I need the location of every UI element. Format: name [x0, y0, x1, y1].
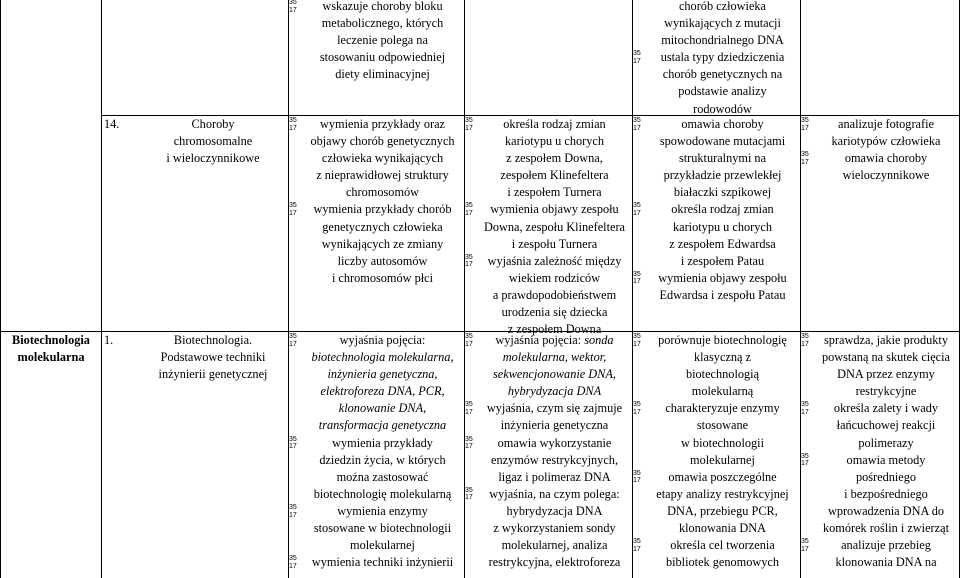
- bullet-marker: 35 17: [289, 202, 297, 218]
- text-line: omawia poszczególne: [668, 469, 777, 484]
- bullet-marker: 35 17: [465, 253, 473, 269]
- requirements-cell: [801, 332, 959, 571]
- requirement-text: [813, 332, 959, 400]
- text-line: enzymów restrykcyjnych,: [490, 452, 619, 467]
- text-line: określa rodzaj zmian: [503, 117, 606, 131]
- text-line: i zespołem Turnera: [507, 185, 602, 200]
- text-line: mitochondrialnego DNA: [661, 33, 784, 48]
- text-line: białaczki szpikowej: [673, 185, 772, 200]
- requirement-item: [633, 49, 800, 117]
- text-line: strukturalnymi na: [678, 151, 767, 166]
- requirement-text: [477, 435, 632, 486]
- requirement-text: [477, 486, 632, 571]
- requirement-text: [301, 201, 464, 286]
- text-line: określa cel tworzenia: [670, 538, 775, 553]
- requirement-item: [801, 400, 959, 451]
- topic-line: Choroby: [191, 117, 235, 131]
- text-line: wymienia techniki inżynierii: [311, 555, 454, 570]
- text-line: biotechnologią: [685, 367, 760, 382]
- text-line: wymienia przykłady chorób: [313, 202, 452, 217]
- lesson-number: 1.: [104, 333, 114, 347]
- lesson-number: 14.: [104, 117, 120, 131]
- text-line: Edwardsa i zespołu Patau: [659, 287, 786, 302]
- requirements-cell: [465, 332, 632, 571]
- requirement-item: [633, 537, 800, 571]
- text-line: wyjaśnia, czym się zajmuje: [486, 401, 623, 416]
- requirement-text: [301, 435, 464, 503]
- text-line: bibliotek genomowych: [665, 555, 780, 570]
- text-line: biotechnologię molekularną: [313, 486, 452, 501]
- text-line: wymienia enzymy: [337, 503, 428, 518]
- text-line: omawia choroby: [681, 117, 764, 131]
- requirement-text: [645, 201, 800, 269]
- text-line: omawia wykorzystanie: [497, 435, 612, 450]
- text-line: sekwencjonowanie DNA,: [493, 367, 616, 382]
- lesson-topic: [140, 332, 286, 383]
- requirement-item: [465, 486, 632, 571]
- bullet-marker: 35 17: [633, 117, 641, 132]
- text-line: inżynieria genetyczna: [500, 418, 609, 433]
- bullet-marker: 35 17: [801, 401, 809, 416]
- topic-line: chromosomalne: [173, 134, 253, 149]
- text-line: człowieka wynikających: [321, 151, 444, 166]
- text-line: transformacja genetyczna: [318, 418, 447, 433]
- requirement-text: [645, 537, 800, 571]
- requirement-item: [633, 469, 800, 537]
- text-line: sonda: [584, 333, 614, 347]
- requirement-text: [645, 469, 800, 537]
- text-line: leczenie polega na: [337, 33, 428, 48]
- text-line: hybrydyzacja DNA: [507, 384, 602, 399]
- text-line: kariotypu u chorych: [672, 219, 773, 234]
- text-line: genetycznych człowieka: [322, 219, 443, 234]
- requirement-item: [633, 0, 800, 49]
- bullet-marker: 35 17: [633, 469, 641, 485]
- requirements-cell: [289, 0, 464, 83]
- bullet-marker: 35 17: [289, 503, 297, 519]
- grid-line: [101, 0, 102, 578]
- text-line: wynikających z mutacji: [664, 16, 781, 31]
- topic-line: i wieloczynnikowe: [166, 151, 260, 166]
- text-line: wiekiem rodziców: [508, 270, 601, 285]
- bullet-marker: 35 17: [465, 486, 473, 502]
- bullet-marker: 35 17: [801, 538, 809, 553]
- text-line: wymienia objawy zespołu: [658, 270, 787, 285]
- text-line: objawy chorób genetycznych: [310, 134, 455, 149]
- requirements-cell: [633, 116, 800, 304]
- requirement-text: [477, 332, 632, 400]
- text-line: diety eliminacyjnej: [335, 67, 430, 82]
- requirement-text: [301, 503, 464, 554]
- bullet-marker: 35 17: [465, 117, 473, 132]
- text-line: wskazuje choroby bloku: [322, 0, 443, 13]
- requirement-item: [289, 332, 464, 435]
- requirement-item: [289, 503, 464, 554]
- text-line: chromosomów: [345, 185, 420, 200]
- text-line: restrykcyjna, elektroforeza: [488, 555, 621, 570]
- text-line: analizuje fotografie: [838, 117, 934, 131]
- requirement-item: [633, 332, 800, 400]
- requirements-cell: [289, 332, 464, 571]
- requirement-item: [465, 201, 632, 252]
- requirement-item: [465, 332, 632, 400]
- text-line: z nieprawidłowej struktury: [316, 168, 449, 183]
- requirement-text: [645, 0, 800, 49]
- text-line: omawia metody: [846, 452, 926, 467]
- text-line: molekularnej, analiza: [501, 538, 608, 553]
- text-line: Downa, zespołu Klinefeltera: [483, 219, 626, 234]
- bullet-marker: 35 17: [633, 270, 641, 286]
- text-line: spowodowane mutacjami: [659, 134, 786, 149]
- text-line: klasyczną z: [693, 350, 751, 365]
- topic-line: Biotechnologia.: [173, 333, 253, 347]
- text-line: kariotypów człowieka: [831, 134, 941, 149]
- requirement-text: [477, 201, 632, 252]
- requirements-cell: [465, 116, 632, 338]
- requirement-text: [645, 116, 800, 201]
- text-line: DNA, przebiegu PCR,: [667, 503, 778, 518]
- requirement-item: [465, 253, 632, 338]
- requirement-item: [289, 116, 464, 201]
- text-line: omawia choroby: [844, 151, 928, 166]
- requirement-item: [801, 332, 959, 400]
- requirement-item: [633, 270, 800, 304]
- requirement-item: [801, 452, 959, 537]
- text-line: polimerazy: [858, 435, 914, 450]
- bullet-marker: 35 17: [465, 333, 473, 348]
- bullet-marker: 35 17: [801, 117, 809, 132]
- text-line: rodowodów: [693, 101, 752, 116]
- text-line: i bezpośredniego: [844, 486, 928, 501]
- requirement-text: [645, 400, 800, 468]
- text-line: liczby autosomów: [337, 253, 428, 268]
- text-line: określa zalety i wady: [833, 401, 939, 416]
- text-line: i zespołem Patau: [680, 253, 765, 268]
- requirements-cell: [289, 116, 464, 287]
- topic-line: inżynierii genetycznej: [158, 367, 268, 382]
- text-line: wyjaśnia pojęcia:: [339, 333, 426, 347]
- bullet-marker: 35 17: [633, 202, 641, 218]
- bullet-marker: 35 17: [801, 333, 809, 348]
- text-line: wieloczynnikowe: [842, 168, 930, 183]
- requirement-text: [645, 270, 800, 304]
- requirement-text: [813, 452, 959, 537]
- bullet-marker: 35 17: [289, 435, 297, 451]
- requirement-item: [633, 116, 800, 201]
- text-line: powstaną na skutek cięcia: [821, 350, 951, 365]
- text-line: chorób genetycznych na: [662, 67, 783, 82]
- text-line: klonowania DNA: [678, 521, 767, 536]
- section-heading: Biotechnologia molekularna: [12, 333, 90, 365]
- requirement-item: [801, 537, 959, 571]
- text-line: elektroforeza DNA, PCR,: [320, 384, 445, 399]
- text-line: wynikających ze zmiany: [321, 236, 444, 251]
- bullet-marker: 35 17: [289, 555, 297, 570]
- text-line: i chromosomów płci: [331, 270, 434, 285]
- requirements-cell: [801, 116, 959, 184]
- bullet-marker: 35 17: [633, 401, 641, 416]
- text-line: biotechnologia molekularna,: [311, 350, 454, 365]
- text-line: łańcuchowej reakcji: [836, 418, 936, 433]
- requirement-item: [633, 201, 800, 269]
- text-line: kariotypu u chorych: [504, 134, 605, 149]
- bullet-marker: 35 17: [465, 202, 473, 218]
- requirement-text: [645, 332, 800, 400]
- bullet-marker: 35 17: [633, 333, 641, 348]
- requirement-text: [301, 116, 464, 201]
- text-line: urodzenia się dziecka: [501, 305, 608, 320]
- text-line: stosowane: [696, 418, 749, 433]
- bullet-marker: 35 17: [801, 452, 809, 468]
- text-line: sprawdza, jakie produkty: [824, 333, 948, 347]
- requirement-text: [477, 253, 632, 338]
- requirement-item: [465, 116, 632, 201]
- text-line: analizuje przebieg: [841, 538, 931, 553]
- lesson-topic: [140, 116, 286, 167]
- text-line: porównuje biotechnologię: [658, 333, 787, 347]
- requirement-item: [465, 400, 632, 434]
- text-line: wyjaśnia zależność między: [487, 253, 622, 268]
- bullet-marker: 35 17: [633, 538, 641, 553]
- bullet-marker: 35 17: [289, 0, 297, 14]
- bullet-marker: 35 17: [289, 333, 297, 348]
- requirement-text: [813, 400, 959, 451]
- grid-line: [0, 0, 1, 578]
- text-line: ustala typy dziedziczenia: [660, 50, 785, 65]
- text-line: komórek roślin i zwierząt: [822, 521, 949, 536]
- requirement-text: [301, 0, 464, 83]
- text-line: metabolicznego, których: [321, 16, 444, 31]
- text-line: można zastosować: [336, 469, 429, 484]
- bullet-marker: 35 17: [465, 435, 473, 451]
- text-line: DNA przez enzymy: [837, 367, 935, 382]
- text-line: wprowadzenia DNA do: [827, 503, 945, 518]
- text-line: wyjaśnia pojęcia:: [495, 333, 585, 347]
- requirement-text: [477, 116, 632, 201]
- text-line: inżynieria genetyczna,: [327, 367, 438, 382]
- text-line: wymienia przykłady oraz: [320, 117, 445, 131]
- text-line: molekularną: [691, 384, 754, 399]
- text-line: wyjaśnia, na czym polega:: [489, 486, 620, 501]
- text-line: stosowaniu odpowiedniej: [319, 50, 446, 65]
- text-line: molekularna, wektor,: [502, 350, 607, 365]
- text-line: ligaz i polimeraz DNA: [498, 469, 611, 484]
- requirements-cell: [633, 332, 800, 571]
- text-line: klonowanie DNA,: [338, 401, 427, 416]
- requirement-text: [645, 49, 800, 117]
- text-line: dziedzin życia, w których: [319, 452, 446, 467]
- text-line: wymienia objawy zespołu: [490, 202, 619, 217]
- text-line: i zespołu Turnera: [511, 236, 598, 251]
- requirement-item: [801, 150, 959, 184]
- text-line: pośredniego: [855, 469, 917, 484]
- text-line: restrykcyjne: [855, 384, 917, 399]
- text-line: z zespołem Downa,: [506, 151, 603, 166]
- text-line: z zespołem Edwardsa: [669, 236, 776, 251]
- requirement-item: [289, 435, 464, 503]
- text-line: chorób człowieka: [678, 0, 767, 13]
- text-line: charakteryzuje enzymy: [665, 401, 780, 416]
- text-line: z wykorzystaniem sondy: [493, 521, 616, 536]
- text-line: przykładzie przewlekłej: [663, 168, 782, 183]
- requirement-item: [633, 400, 800, 468]
- requirement-item: [289, 201, 464, 286]
- requirement-text: [813, 116, 959, 150]
- text-line: w biotechnologii: [681, 435, 764, 450]
- bullet-marker: 35 17: [801, 151, 809, 166]
- topic-line: Podstawowe techniki: [160, 350, 266, 365]
- requirement-item: [465, 435, 632, 486]
- bullet-marker: 35 17: [289, 117, 297, 132]
- text-line: etapy analizy restrykcyjnej: [656, 486, 789, 501]
- text-line: z zespołem Downa: [507, 322, 602, 337]
- requirement-text: [813, 150, 959, 184]
- text-line: molekularnej: [350, 538, 415, 553]
- requirement-item: [801, 116, 959, 150]
- text-line: hybrydyzacja DNA: [506, 503, 603, 518]
- text-line: wymienia przykłady: [332, 435, 433, 450]
- text-line: określa rodzaj zmian: [671, 202, 774, 217]
- text-line: zespołem Klinefeltera: [500, 168, 609, 183]
- bullet-marker: 35 17: [633, 50, 641, 65]
- requirement-text: [813, 537, 959, 571]
- text-line: a prawdopodobieństwem: [492, 287, 617, 302]
- requirement-text: [301, 332, 464, 435]
- requirement-item: [289, 0, 464, 83]
- requirements-cell: [633, 0, 800, 118]
- text-line: molekularnej: [690, 452, 755, 467]
- bullet-marker: 35 17: [465, 401, 473, 416]
- requirement-text: [477, 400, 632, 434]
- text-line: podstawie analizy: [678, 84, 767, 99]
- text-line: klonowania DNA na: [835, 555, 937, 570]
- text-line: stosowane w biotechnologii: [313, 521, 452, 536]
